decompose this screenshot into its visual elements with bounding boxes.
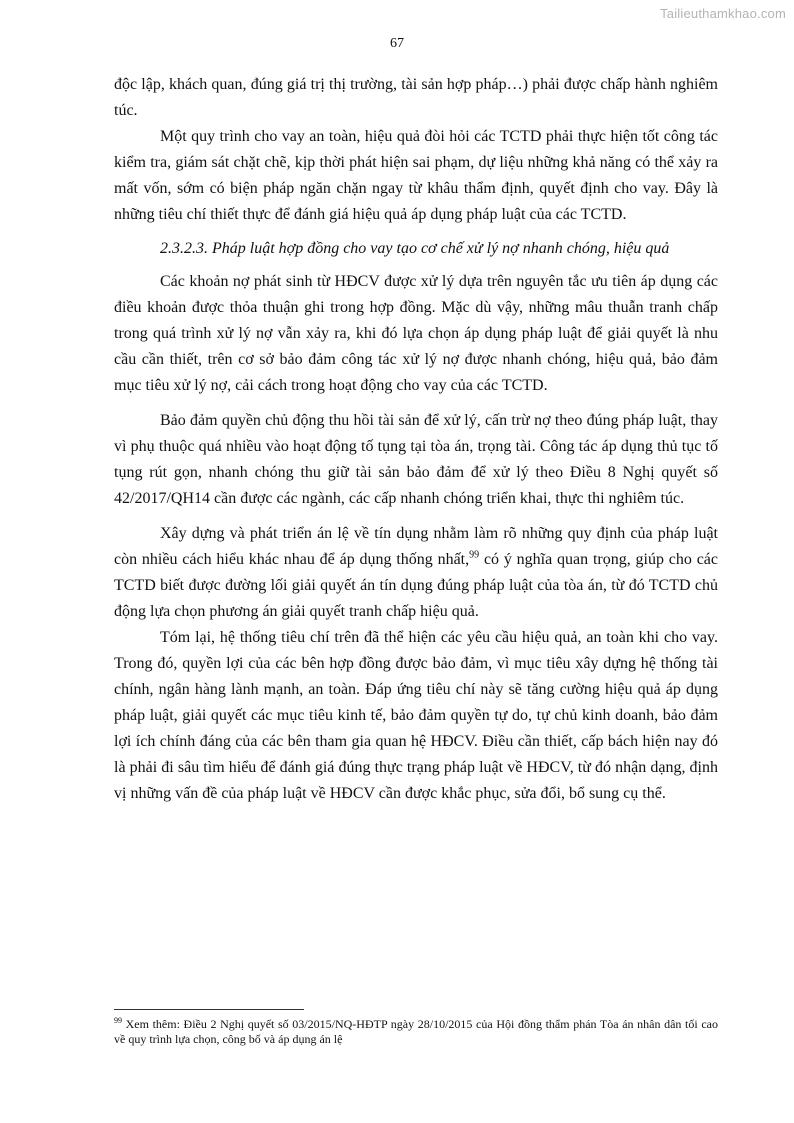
footnote-reference[interactable]: 99	[469, 549, 480, 561]
paragraph-summary: Tóm lại, hệ thống tiêu chí trên đã thể hiện các yêu cầu hiệu quả, an toàn khi cho vay. Trong đó, quyền lợi của các bên hợp đồng được bảo đảm, vì mục tiêu xây dựng hệ thống tài chính, ngân hàng lành mạnh, an toàn. Đáp ứng tiêu chí này sẽ tăng cường hiệu quả áp dụng pháp luật, giải quyết các mục tiêu kinh tế, bảo đảm quyền tự do, tự chủ kinh doanh, bảo đảm lợi ích chính đáng của các bên tham gia quan hệ HĐCV. Điều cần thiết, cấp bách hiện nay đó là phải đi sâu tìm hiểu để đánh giá đúng thực trạng pháp luật về HĐCV, từ đó nhận dạng, định vị những vấn đề của pháp luật về HĐCV cần được khắc phục, sửa đổi, bổ sung cụ thể.	[114, 629, 718, 802]
footnote	[114, 1017, 718, 1047]
paragraph-debt-handling: Các khoản nợ phát sinh từ HĐCV được xử lý dựa trên nguyên tắc ưu tiên áp dụng các điều khoản được thỏa thuận ghi trong hợp đồng. Mặc dù vậy, những mâu thuẫn tranh chấp trong quá trình xử lý nợ vẫn xảy ra, khi đó lựa chọn áp dụng pháp luật để giải quyết là nhu cầu cần thiết, trên cơ sở bảo đảm công tác xử lý nợ được nhanh chóng, hiệu quả, bảo đảm mục tiêu xử lý nợ, cải cách trong hoạt động cho vay của các TCTD.	[114, 273, 718, 394]
document-body	[114, 72, 718, 807]
paragraph-case-law-part1: Xây dựng và phát triển án lệ về tín dụng nhằm làm rõ những quy định của pháp luật còn nhiều cách hiểu khác nhau để áp dụng thống nhất,	[114, 525, 718, 568]
section-heading: 2.3.2.3. Pháp luật hợp đồng cho vay tạo cơ chế xử lý nợ nhanh chóng, hiệu quả	[160, 240, 670, 257]
paragraph-asset-recovery: Bảo đảm quyền chủ động thu hồi tài sản để xử lý, cấn trừ nợ theo đúng pháp luật, thay vì phụ thuộc quá nhiều vào hoạt động tố tụng tại tòa án, trọng tài. Công tác áp dụng thủ tục tố tụng rút gọn, nhanh chóng thu giữ tài sản bảo đảm để xử lý theo Điều 8 Nghị quyết số 42/2017/QH14 cần được các ngành, các cấp nhanh chóng triển khai, thực thi nghiêm túc.	[114, 412, 718, 507]
page-number: 67	[390, 36, 404, 51]
footnote-divider	[114, 1009, 304, 1010]
paragraph-case-law	[114, 521, 718, 625]
watermark: Tailieuthamkhao.com	[660, 6, 786, 21]
footnote-text: Xem thêm: Điều 2 Nghị quyết số 03/2015/NQ-HĐTP ngày 28/10/2015 của Hội đồng thẩm phán Tòa án nhân dân tối cao về quy trình lựa chọn, công bố và áp dụng án lệ	[114, 1017, 718, 1046]
paragraph-continued: độc lập, khách quan, đúng giá trị thị trường, tài sản hợp pháp…) phải được chấp hành nghiêm túc.	[114, 76, 718, 119]
footnote-number: 99	[114, 1016, 122, 1025]
paragraph-case-law-part2: có ý nghĩa quan trọng, giúp cho các TCTD biết được đường lối giải quyết án tín dụng đúng pháp luật của tòa án, từ đó TCTD chủ động lựa chọn phương án giải quyết tranh chấp hiệu quả.	[114, 551, 718, 620]
paragraph-loan-process: Một quy trình cho vay an toàn, hiệu quả đòi hỏi các TCTD phải thực hiện tốt công tác kiểm tra, giám sát chặt chẽ, kịp thời phát hiện sai phạm, dự liệu những khả năng có thể xảy ra mất vốn, sớm có biện pháp ngăn chặn ngay từ khâu thẩm định, quyết định cho vay. Đây là những tiêu chí thiết thực để đánh giá hiệu quả áp dụng pháp luật của các TCTD.	[114, 128, 718, 223]
